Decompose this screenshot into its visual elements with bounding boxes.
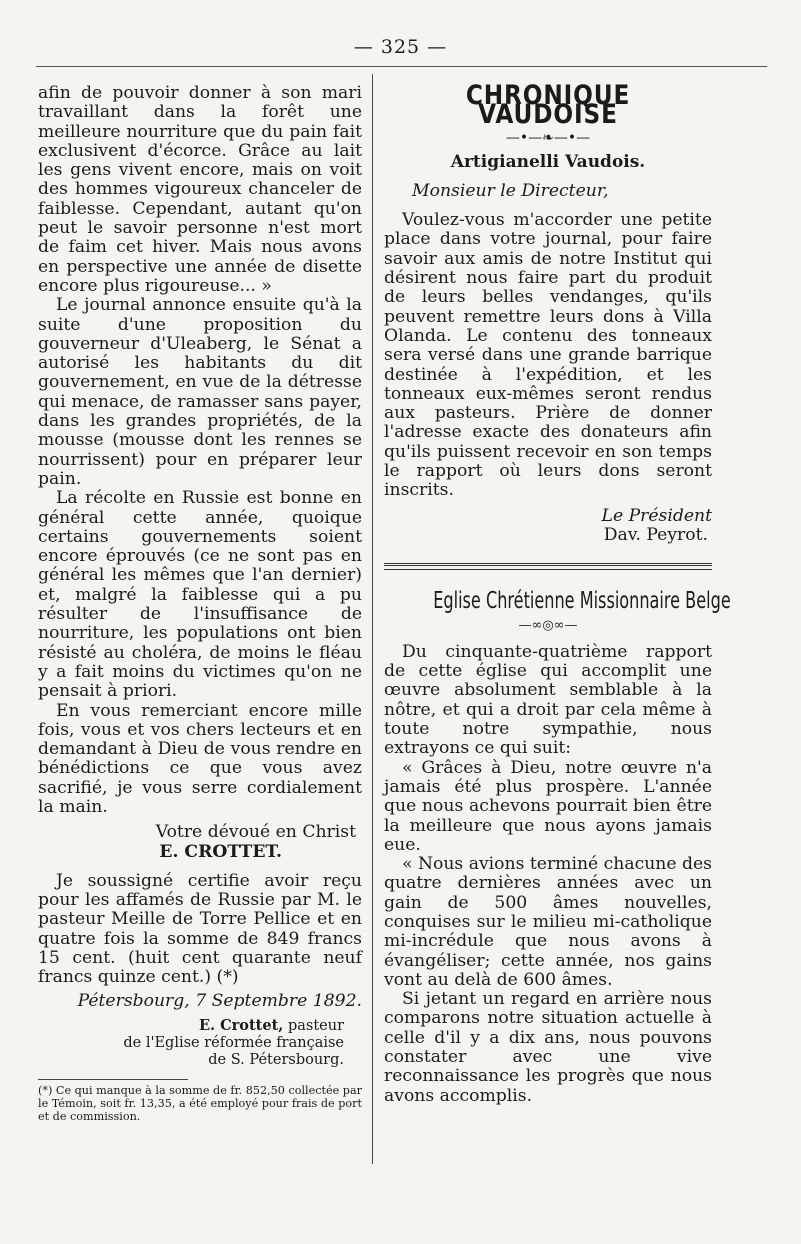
certificate-text: Je soussigné certifie avoir reçu pour les affamés de Russie par M. le pasteur Meille de Torre Pellice et en quatre fois la somme de 849 francs 15 cent. (huit cent quarante neuf francs quinze cent.) (*) xyxy=(38,870,362,988)
paragraph: Le journal annonce ensuite qu'à la suite d'une proposition du gouverneur d'Uleaberg, le Sénat a autorisé les habitants du dit gouvernement, en vue de la détresse qui menace, de ramasser sans payer, dans les grandes propriétés, de la mousse (mousse dont les rennes se nourrissent) pour en préparer leur pain. xyxy=(38,295,362,489)
page-number: — 325 — xyxy=(353,36,448,58)
right-column xyxy=(384,80,731,1106)
pastor-city: de S. Pétersbourg. xyxy=(208,1051,344,1068)
greeting: Monsieur le Directeur, xyxy=(412,180,609,201)
footnote: (*) Ce qui manque à la somme de fr. 852,50 collectée par le Témoin, soit fr. 13,35, a été employé pour frais de port et de commission. xyxy=(38,1083,362,1123)
paragraph: « Nous avions terminé chacune des quatre dernières années avec un gain de 500 âmes nouvelles, conquises sur le milieu mi-catholique mi-incrédule que nous avons à évangéliser; cette année, nos gains vont au delà de 600 âmes. xyxy=(384,854,713,990)
paragraph: « Grâces à Dieu, notre œuvre n'a jamais été plus prospère. L'année que nous achevons pourrait bien être la meilleure que nous ayons jamais eue. xyxy=(384,757,712,855)
section-divider xyxy=(384,563,712,570)
pastor-title: pasteur xyxy=(283,1017,344,1034)
ornament-divider: —•—❧—•— xyxy=(505,129,591,146)
paragraph: Voulez-vous m'accorder une petite place dans votre journal, pour faire savoir aux amis de notre Institut qui désirent nous faire part du produit de leurs belles vendanges, qu'ils peuvent remettre leurs dons à Villa Olanda. Le contenu des tonneaux sera versé dans une grande barrique destinée à l'expédition, et les tonneaux eux-mêmes seront rendus aux pasteurs. Prière de donner l'adresse exacte des donateurs afin qu'ils puissent recevoir en son temps le rapport où leurs dons seront inscrits. xyxy=(384,210,712,501)
president-name: Dav. Peyrot. xyxy=(603,524,708,545)
footnote-rule xyxy=(38,1079,188,1080)
pastor-name: E. Crottet, xyxy=(198,1016,284,1034)
section-title: Eglise Chrétienne Missionnaire Belge xyxy=(433,588,731,615)
paragraph: En vous remerciant encore mille fois, vous et vos chers lecteurs et en demandant à Dieu de vous rendre en bénédictions ce que vous avez sacrifié, je vous serre cordialement la main. xyxy=(38,700,362,817)
president-label: Le Président xyxy=(601,505,712,526)
pastor-church: de l'Eglise réformée française xyxy=(123,1034,344,1051)
article-heading: Artigianelli Vaudois. xyxy=(450,151,646,172)
paragraph: Si jetant un regard en arrière nous comparons notre situation actuelle à celle d'il y a dix ans, nous pouvons constater avec une vive reconnaissance les progrès que nous avons accomplis. xyxy=(384,989,712,1106)
paragraph: Du cinquante-quatrième rapport de cette église qui accomplit une œuvre absolument semblable à la nôtre, et qui a droit par cela même à toute notre sympathie, nous extrayons ce qui suit: xyxy=(384,641,712,759)
ornament-divider: —∞◎∞— xyxy=(518,617,578,633)
header-rule xyxy=(36,66,767,67)
column-divider xyxy=(372,74,373,1164)
section-title: CHRONIQUE VAUDOISE xyxy=(465,80,631,131)
signoff-line: Votre dévoué en Christ xyxy=(155,822,356,843)
paragraph: afin de pouvoir donner à son mari travaillant dans la forêt une meilleure nourriture que du pain fait exclusivent d'écorce. Grâce au lait les gens vivent encore, mais on voit des hommes vigoureux chanceler de faiblesse. Cependant, autant qu'on peut le savoir personne n'est mort de faim cet hiver. Mais nous avons en perspective une année de disette encore plus rigoureuse... » xyxy=(38,83,362,296)
signoff-name: E. CROTTET. xyxy=(159,841,282,862)
date-line: Pétersbourg, 7 Septembre 1892. xyxy=(77,990,362,1011)
paragraph: La récolte en Russie est bonne en général cette année, quoique certains gouvernements soient encore éprouvés (ce ne sont pas en général les mêmes que l'an dernier) et, malgré la faiblesse qui a pu résulter de l'insuffisance de nourriture, les populations ont bien résisté au choléra, de moins le fléau y a fait moins du victimes qu'on ne pensait à priori. xyxy=(38,488,362,702)
left-column xyxy=(38,84,362,1123)
pastor-signature xyxy=(38,1017,362,1069)
